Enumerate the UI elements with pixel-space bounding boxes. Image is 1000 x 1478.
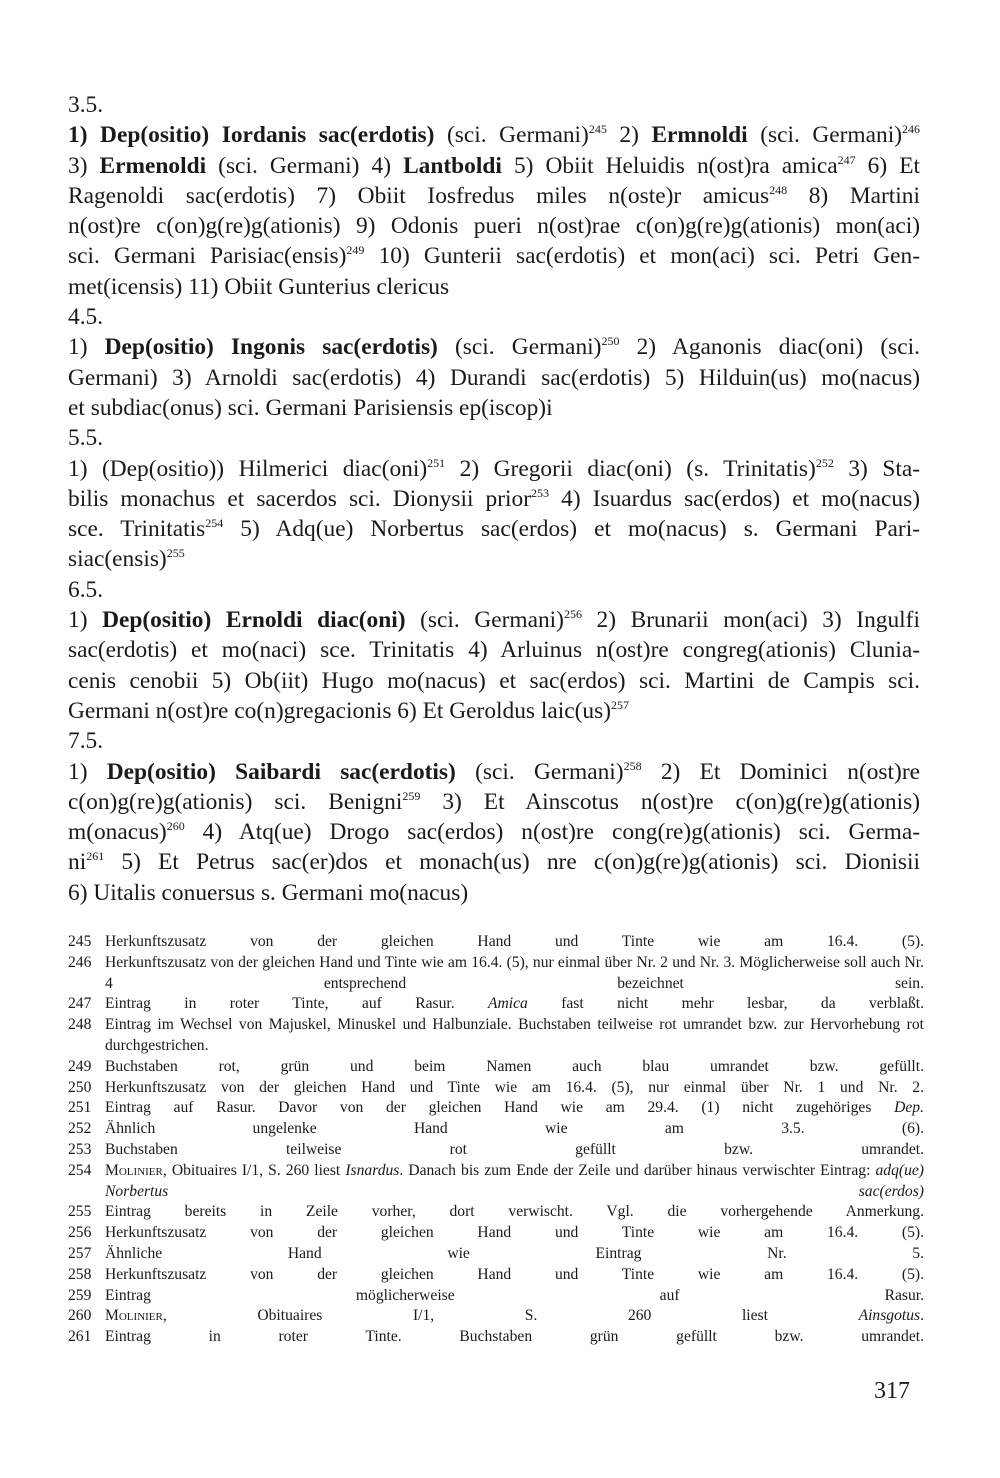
entry-line xyxy=(68,544,920,574)
entry-line xyxy=(68,393,920,423)
text-run: (sci. Germani) 4) xyxy=(206,152,404,179)
text-run: Buchstaben rot, grün und beim Namen auch blau umrandet bzw. gefüllt. xyxy=(105,1057,924,1075)
footnote-ref: 255 xyxy=(166,546,185,561)
text-run: bilis monachus et sacerdos sci. Dionysii prior xyxy=(68,485,532,512)
bold-name: Dep(ositio) Ernoldi diac(oni) xyxy=(102,607,406,634)
entry-line xyxy=(68,484,920,514)
footnote xyxy=(68,994,924,1015)
entry-line xyxy=(68,817,920,847)
entry-line xyxy=(68,454,920,484)
text-run: Herkunftszusatz von der gleichen Hand und Tinte wie am 16.4. (5). xyxy=(105,1224,924,1242)
text-run: 2) Aganonis diac(oni) (sci. xyxy=(619,334,920,361)
italic-text: Amica xyxy=(487,995,528,1013)
footnote-text xyxy=(105,1119,924,1140)
date-heading: 7.5. xyxy=(68,728,104,755)
footnote-ref: 250 xyxy=(601,334,620,349)
footnote xyxy=(68,1140,924,1161)
text-run: sac(erdotis) et mo(naci) sce. Trinitatis 4) Arluinus n(ost)re congreg(ationis) Clunia- xyxy=(68,637,920,664)
footnote xyxy=(68,1265,924,1286)
text-run: 5) Adq(ue) Norbertus sac(erdos) et mo(nacus) s. Germani Pari- xyxy=(223,516,920,543)
text-run: (sci. Germani) xyxy=(455,758,624,785)
footnote-ref: 257 xyxy=(611,697,629,712)
text-run: Ragenoldi sac(erdotis) 7) Obiit Iosfredus miles n(oste)r amicus xyxy=(68,182,770,209)
footnote xyxy=(68,1057,924,1078)
text-run: 2) Brunarii mon(aci) 3) Ingulfi xyxy=(581,607,920,634)
text-run: sci. Germani Parisiac(ensis) xyxy=(68,243,347,270)
text-run: 10) Gunterii sac(erdotis) et mon(aci) sci. Petri Gen- xyxy=(364,243,921,270)
text-run: 1) (Dep(ositio)) Hilmerici diac(oni) xyxy=(68,455,428,482)
text-run: Eintrag im Wechsel von Majuskel, Minuskel und Halbunziale. Buchstaben teilweise rot umrandet bzw. zur Hervorhebung rot durchgestrichen. xyxy=(105,1016,924,1054)
text-run: 3) Sta- xyxy=(833,455,921,482)
footnote-number: 247 xyxy=(68,995,92,1013)
text-run: (sci. Germani) xyxy=(405,607,564,634)
footnote-text xyxy=(105,1306,924,1327)
entry-line xyxy=(68,605,920,635)
author-name: Molinier xyxy=(105,1307,163,1325)
footnote-number: 258 xyxy=(68,1265,92,1283)
footnote xyxy=(68,1078,924,1099)
footnote-ref: 256 xyxy=(563,607,582,622)
footnote-text xyxy=(105,1078,924,1099)
entry-line xyxy=(68,757,920,787)
text-run: 2) xyxy=(606,122,652,149)
footnote-number: 245 xyxy=(68,933,92,950)
footnote-ref: 260 xyxy=(166,819,185,834)
footnote-number: 246 xyxy=(68,953,92,971)
footnote-text xyxy=(105,1223,924,1244)
footnotes xyxy=(68,932,924,1348)
text-run: 3) Et Ainscotus n(ost)re c(on)g(re)g(ationis) xyxy=(420,788,920,815)
footnote-text xyxy=(105,1265,924,1286)
footnote-ref: 261 xyxy=(86,849,105,864)
footnote xyxy=(68,1223,924,1244)
text-run: (sci. Germani) xyxy=(747,122,902,149)
entry-line xyxy=(68,696,920,726)
footnote-text xyxy=(105,1015,924,1057)
footnote-ref: 253 xyxy=(531,485,550,500)
text-run: 4) Atq(ue) Drogo sac(erdos) n(ost)re cong(re)g(ationis) sci. Germa- xyxy=(184,819,920,846)
entry-line xyxy=(68,120,920,150)
bold-name: Ermnoldi xyxy=(651,122,748,149)
footnote-ref: 246 xyxy=(902,122,920,137)
text-run: 2) Et Dominici n(ost)re xyxy=(641,758,920,785)
text-run: Eintrag in roter Tinte. Buchstaben grün gefüllt bzw. umrandet. xyxy=(105,1328,924,1346)
footnote-ref: 258 xyxy=(623,758,642,773)
footnote-text xyxy=(105,1286,924,1307)
footnote-number: 252 xyxy=(68,1120,92,1138)
entry-line xyxy=(68,666,920,696)
footnote-text xyxy=(105,1202,924,1223)
footnote xyxy=(68,1161,924,1203)
text-run: Herkunftszusatz von der gleichen Hand und Tinte wie am 16.4. (5), nur einmal über Nr. 2 und Nr. 3. Möglicherweise soll auch Nr. 4 entsprechend bezeichnet sein. xyxy=(105,953,924,992)
footnote-ref: 247 xyxy=(837,152,856,167)
footnote-number: 255 xyxy=(68,1203,92,1221)
date-heading: 3.5. xyxy=(68,92,104,118)
entry-line xyxy=(68,272,920,302)
footnote-text xyxy=(105,1244,924,1265)
text-run: Herkunftszusatz von der gleichen Hand und Tinte wie am 16.4. (5), nur einmal über Nr. 1 und Nr. 2. xyxy=(105,1078,924,1096)
text-run: Ähnlich ungelenke Hand wie am 3.5. (6). xyxy=(105,1120,924,1138)
text-run: Buchstaben teilweise rot gefüllt bzw. umrandet. xyxy=(105,1140,924,1158)
text-run: 3) xyxy=(68,152,100,179)
text-run: 5) Obiit Heluidis n(ost)ra amica xyxy=(501,152,838,179)
bold-name: 1) Dep(ositio) Iordanis sac(erdotis) xyxy=(68,122,435,149)
text-run: et subdiac(onus) sci. Germani Parisiensis ep(iscop)i xyxy=(68,394,553,421)
footnote-number: 254 xyxy=(68,1161,92,1179)
entry-line xyxy=(68,878,920,908)
date-heading: 6.5. xyxy=(68,576,104,603)
entry-line xyxy=(68,847,920,877)
text-run: 1) xyxy=(68,758,107,785)
text-run: 6) Et xyxy=(855,152,920,179)
entry-line xyxy=(68,211,920,241)
italic-text: Isnardus xyxy=(345,1161,400,1179)
text-run: n(ost)re c(on)g(re)g(ationis) 9) Odonis pueri n(ost)rae c(on)g(re)g(ationis) mon(aci) xyxy=(68,213,920,240)
text-run: Ähnliche Hand wie Eintrag Nr. 5. xyxy=(105,1244,924,1262)
footnote-number: 250 xyxy=(68,1078,92,1096)
footnote xyxy=(68,1202,924,1223)
text-run: met(icensis) 11) Obiit Gunterius clericus xyxy=(68,273,450,300)
footnote xyxy=(68,1306,924,1327)
footnote-text xyxy=(105,1057,924,1078)
footnote-text xyxy=(105,932,924,953)
footnote-ref: 254 xyxy=(205,516,224,531)
footnote xyxy=(68,1286,924,1307)
entry-line xyxy=(68,181,920,211)
footnote-number: 248 xyxy=(68,1016,92,1034)
text-run: ni xyxy=(68,849,87,876)
footnote-text xyxy=(105,1327,924,1348)
text-run: Herkunftszusatz von der gleichen Hand und Tinte wie am 16.4. (5). xyxy=(105,1265,924,1283)
bold-name: Dep(ositio) Saibardi sac(erdotis) xyxy=(106,758,456,785)
footnote-text xyxy=(105,953,924,995)
entry-line xyxy=(68,241,920,271)
text-run: Eintrag bereits in Zeile vorher, dort verwischt. Vgl. die vorhergehende Anmerkung. xyxy=(105,1203,924,1221)
text-run: (sci. Germani) xyxy=(437,334,602,361)
author-name: Molinier xyxy=(105,1161,163,1179)
footnote-ref: 251 xyxy=(427,455,446,470)
footnote-number: 260 xyxy=(68,1307,92,1325)
footnote xyxy=(68,932,924,953)
text-run: , Obituaires I/1, S. 260 liest xyxy=(162,1307,859,1325)
text-run: . Danach bis zum Ende der Zeile und darüber hinaus verwischter Eintrag: xyxy=(399,1161,876,1179)
italic-text: Dep. xyxy=(894,1099,924,1117)
bold-name: Dep(ositio) Ingonis sac(erdotis) xyxy=(104,334,438,361)
text-run: , Obituaires I/1, S. 260 liest xyxy=(162,1161,346,1179)
bold-name: Ermenoldi xyxy=(99,152,207,179)
footnote-ref: 259 xyxy=(402,788,421,803)
text-run: 6) Uitalis conuersus s. Germani mo(nacus) xyxy=(68,879,469,906)
footnote-number: 261 xyxy=(68,1328,92,1346)
italic-text: Ainsgotus xyxy=(858,1307,921,1325)
entry-line xyxy=(68,787,920,817)
text-run: Eintrag möglicherweise auf Rasur. xyxy=(105,1286,924,1304)
text-run: c(on)g(re)g(ationis) sci. Benigni xyxy=(68,788,403,815)
text-run: Herkunftszusatz von der gleichen Hand und Tinte wie am 16.4. (5). xyxy=(105,933,924,950)
footnote-number: 257 xyxy=(68,1244,92,1262)
footnote-number: 259 xyxy=(68,1286,92,1304)
text-run: 5) Et Petrus sac(er)dos et monach(us) nre c(on)g(re)g(ationis) sci. Dionisii xyxy=(104,849,920,876)
footnote-text xyxy=(105,1098,924,1119)
text-run: sce. Trinitatis xyxy=(68,516,206,543)
footnote-ref: 249 xyxy=(346,243,365,258)
footnote-text xyxy=(105,994,924,1015)
text-run: 8) Martini xyxy=(787,182,921,209)
date-heading: 5.5. xyxy=(68,425,104,452)
footnote xyxy=(68,1015,924,1057)
text-run: 1) xyxy=(68,334,105,361)
text-run: cenis cenobii 5) Ob(iit) Hugo mo(nacus) et sac(erdos) sci. Martini de Campis sci. xyxy=(68,667,920,694)
text-run: 2) Gregorii diac(oni) (s. Trinitatis) xyxy=(445,455,816,482)
main-text xyxy=(68,90,920,908)
text-run: Germani) 3) Arnoldi sac(erdotis) 4) Durandi sac(erdotis) 5) Hilduin(us) mo(nacus) xyxy=(68,364,920,391)
footnote xyxy=(68,1098,924,1119)
date-heading: 4.5. xyxy=(68,304,104,331)
footnote xyxy=(68,1119,924,1140)
footnote xyxy=(68,1327,924,1348)
text-run: fast nicht mehr lesbar, da verblaßt. xyxy=(527,995,924,1013)
entry-line xyxy=(68,151,920,181)
footnote-text xyxy=(105,1161,924,1203)
entry-line xyxy=(68,332,920,362)
text-run: . xyxy=(920,1307,924,1325)
entry-line xyxy=(68,363,920,393)
footnote-text xyxy=(105,1140,924,1161)
text-run: Germani n(ost)re co(n)gregacionis 6) Et Geroldus laic(us) xyxy=(68,697,611,724)
text-run: 1) xyxy=(68,607,103,634)
text-run: Eintrag in roter Tinte, auf Rasur. xyxy=(105,995,488,1013)
footnote xyxy=(68,1244,924,1265)
bold-name: Lantboldi xyxy=(403,152,502,179)
footnote-number: 249 xyxy=(68,1057,92,1075)
text-run: siac(ensis) xyxy=(68,546,167,573)
footnote-number: 256 xyxy=(68,1224,92,1242)
footnote-number: 251 xyxy=(68,1099,92,1117)
text-run: m(onacus) xyxy=(68,819,167,846)
entry-line xyxy=(68,635,920,665)
footnote-number: 253 xyxy=(68,1140,92,1158)
footnote-ref: 248 xyxy=(769,182,788,197)
footnote-ref: 245 xyxy=(588,122,607,137)
entry-line xyxy=(68,514,920,544)
page-number: 317 xyxy=(874,1378,910,1404)
text-run: 4) Isuardus sac(erdos) et mo(nacus) xyxy=(549,485,920,512)
footnote xyxy=(68,953,924,995)
text-run: (sci. Germani) xyxy=(434,122,589,149)
text-run: Eintrag auf Rasur. Davor von der gleichen Hand wie am 29.4. (1) nicht zugehöriges xyxy=(105,1099,895,1117)
footnote-ref: 252 xyxy=(815,455,834,470)
italic-text: adq(ue) Norbertus sac(erdos) xyxy=(105,1161,924,1200)
